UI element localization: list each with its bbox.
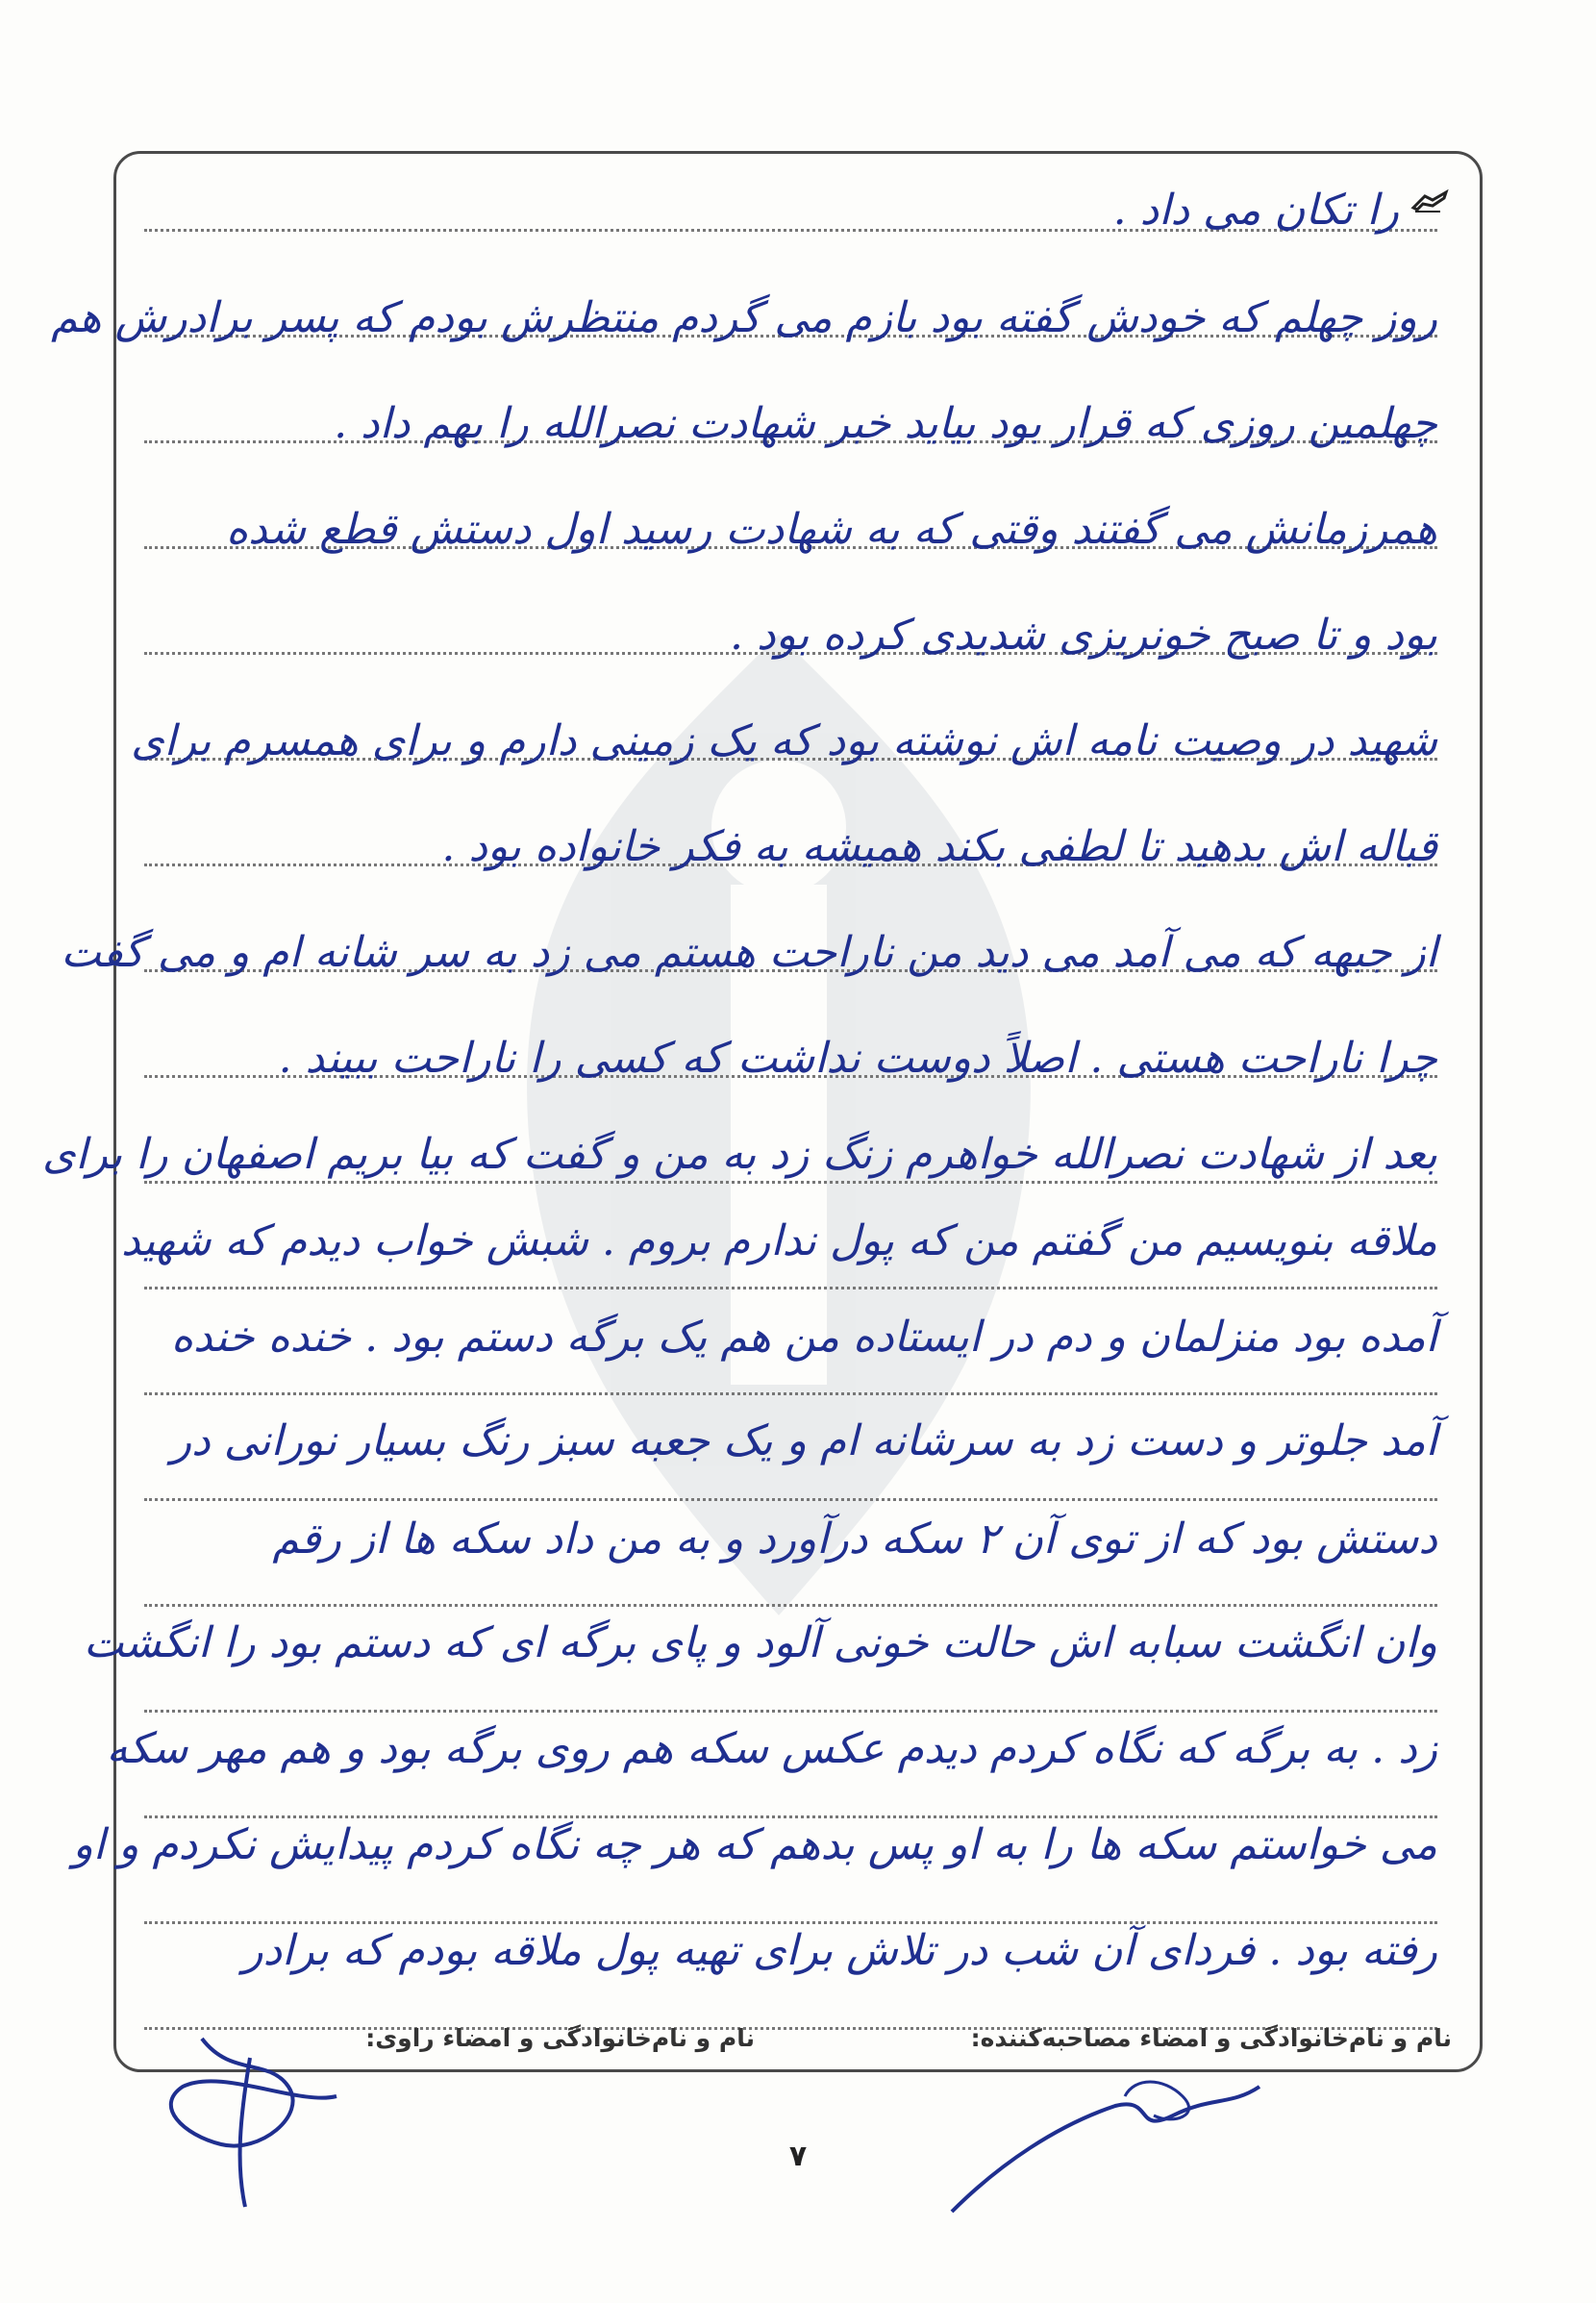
text-line: چهلمین روزی که قرار بود بیاید خبر شهادت نصرالله را بهم داد . xyxy=(334,399,1437,448)
ruled-line xyxy=(144,1498,1437,1501)
text-line: ملاقه بنویسیم من گفتم من که پول ندارم بروم . شبش خواب دیدم که شهید xyxy=(120,1216,1437,1265)
ruled-line xyxy=(144,1604,1437,1607)
text-line: وان انگشت سبابه اش حالت خونی آلود و پای برگه ای که دستم بود را انگشت xyxy=(83,1618,1437,1667)
header-line: را تکان می داد . xyxy=(1112,186,1399,235)
text-line: همرزمانش می گفتند وقتی که به شهادت رسید اول دستش قطع شده xyxy=(226,505,1437,554)
text-line: چرا ناراحت هستی . اصلاً دوست نداشت که کسی را ناراحت ببیند . xyxy=(278,1034,1437,1083)
text-line: بود و تا صبح خونریزی شدیدی کرده بود . xyxy=(730,611,1437,660)
text-line: زد . به برگه که نگاه کردم دیدم عکس سکه هم روی برگه بود و هم مهر سکه xyxy=(106,1724,1437,1773)
text-line: شهید در وصیت نامه اش نوشته بود که یک زمینی دارم و برای همسرم برای xyxy=(131,716,1437,765)
narrator-signature-label: نام و نام‌خانوادگی و امضاء راوی: xyxy=(365,2024,755,2052)
page-number: ۷ xyxy=(788,2140,808,2173)
ruled-line xyxy=(144,1287,1437,1289)
text-line: آمد جلوتر و دست زد به سرشانه ام و یک جعبه سبز رنگ بسیار نورانی در xyxy=(170,1416,1437,1465)
text-line: روز چهلم که خودش گفته بود بازم می گردم منتظرش بودم که پسر برادرش هم xyxy=(51,293,1437,342)
interviewer-signature-label: نام و نام‌خانوادگی و امضاء مصاحبه‌کننده: xyxy=(970,2024,1452,2052)
text-line: آمده بود منزلمان و دم در ایستاده من هم یک برگه دستم بود . خنده خنده xyxy=(170,1313,1437,1362)
narrator-signature xyxy=(144,2019,356,2212)
text-line: رفته بود . فردای آن شب در تلاش برای تهیه پول ملاقه بودم که برادر xyxy=(242,1926,1437,1975)
hand-pen-icon xyxy=(1411,188,1448,213)
text-line: بعد از شهادت نصرالله خواهرم زنگ زد به من و گفت که بیا بریم اصفهان را برای xyxy=(41,1130,1437,1179)
text-line: قباله اش بدهید تا لطفی بکند همیشه به فکر خانواده بود . xyxy=(441,822,1437,871)
ruled-line xyxy=(144,1710,1437,1713)
text-line: می خواستم سکه ها را به او پس بدهم که هر چه نگاه کردم پیدایش نکردم و او xyxy=(72,1820,1437,1869)
text-line: از جبهه که می آمد می دید من ناراحت هستم می زد به سر شانه ام و می گفت xyxy=(61,928,1437,977)
text-line: دستش بود که از توی آن ۲ سکه درآورد و به من داد سکه ها از رقم xyxy=(272,1514,1437,1564)
ruled-line xyxy=(144,1392,1437,1395)
